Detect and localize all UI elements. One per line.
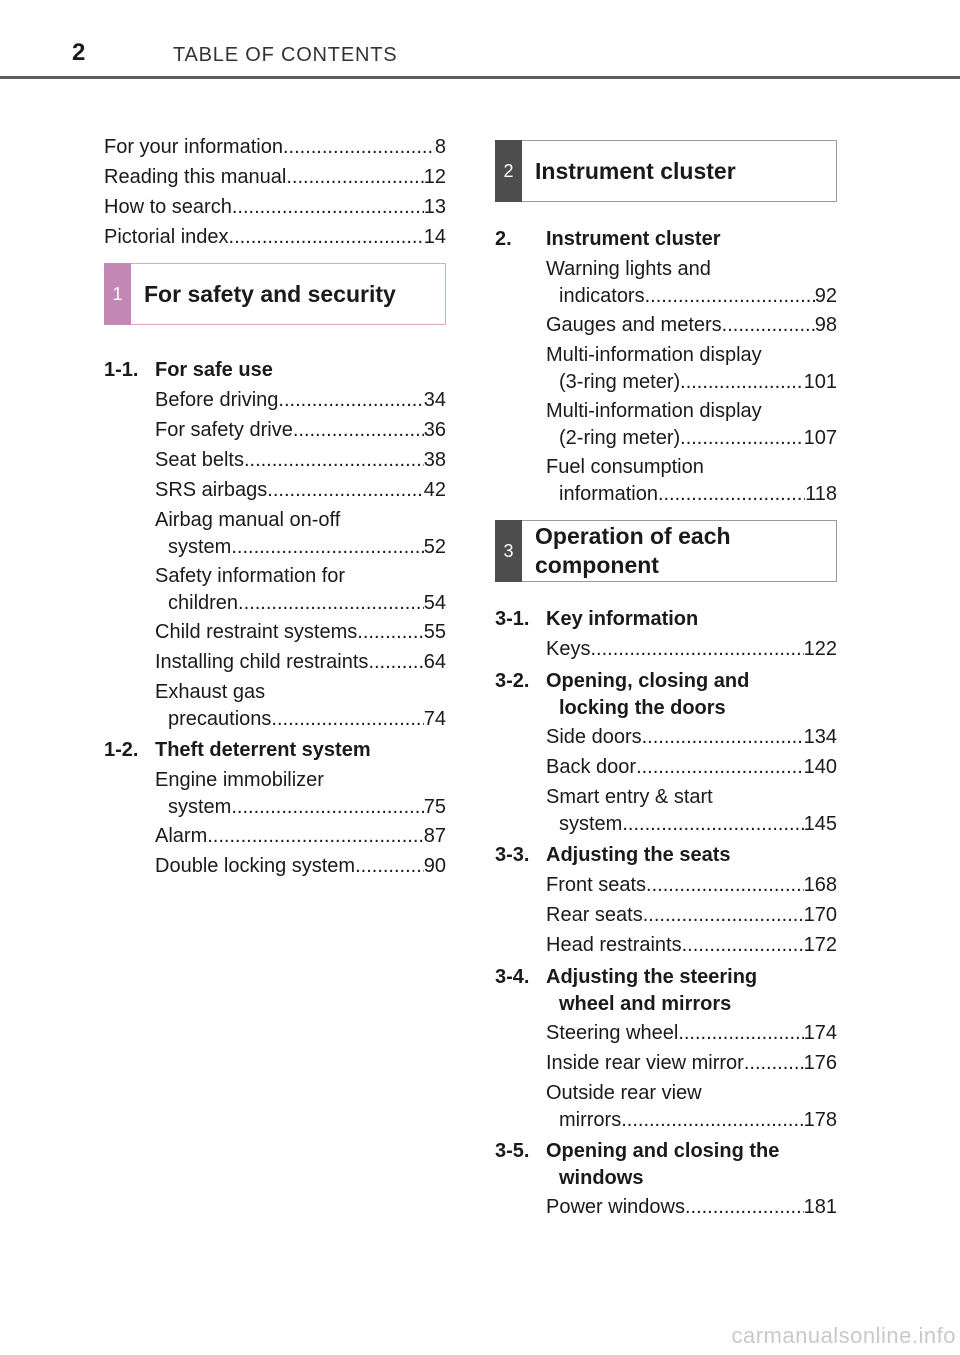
entry-page: 92 [814, 285, 837, 307]
entry-title: Installing child restraints [155, 651, 369, 673]
dot-leader [722, 310, 815, 340]
entry-title: Reading this manual [104, 166, 287, 188]
section-banner-2[interactable] [495, 140, 837, 202]
subsection-number: 1-1. [104, 359, 139, 381]
dot-leader [271, 707, 423, 731]
section-banner-3[interactable] [495, 520, 837, 582]
dot-leader [207, 821, 424, 851]
toc-entry[interactable] [546, 310, 837, 340]
entry-title: Keys [546, 638, 591, 660]
section-tab-3: 3 [495, 520, 522, 582]
dot-leader [646, 870, 804, 900]
dot-leader [232, 192, 424, 222]
section-title-1: For safety and security [144, 280, 396, 307]
entry-title: Before driving [155, 389, 279, 411]
toc-entry[interactable] [546, 254, 837, 310]
entry-page: 38 [423, 449, 446, 471]
entry-page: 176 [803, 1052, 837, 1074]
entry-page: 101 [803, 371, 837, 393]
dot-leader [244, 445, 424, 475]
entry-page: 90 [423, 855, 446, 877]
dot-leader [231, 535, 423, 559]
dot-leader [744, 1048, 804, 1078]
toc-entry-how-to-search[interactable] [104, 192, 446, 222]
entry-title-cont: precautions [168, 708, 272, 730]
entry-title: Outside rear view [546, 1082, 702, 1104]
page-header [0, 0, 960, 80]
subsection-heading-1-2[interactable] [104, 735, 446, 765]
dot-leader [355, 851, 424, 881]
toc-entry[interactable] [155, 617, 446, 647]
subsection-title: Theft deterrent system [155, 739, 371, 761]
toc-entry[interactable] [155, 821, 446, 851]
subsection-number: 3-1. [495, 608, 530, 630]
toc-entry[interactable] [155, 415, 446, 445]
entry-page: 98 [814, 314, 837, 336]
dot-leader [645, 284, 815, 308]
subsection-heading-3-5[interactable] [495, 1136, 837, 1192]
toc-entry[interactable] [155, 445, 446, 475]
subsection-list-3-1 [495, 634, 837, 664]
toc-entry-for-your-information[interactable] [104, 132, 446, 162]
entry-page: 42 [423, 479, 446, 501]
toc-entry[interactable] [546, 752, 837, 782]
entry-title: Power windows [546, 1196, 685, 1218]
dot-leader [643, 900, 804, 930]
entry-title: Rear seats [546, 904, 643, 926]
entry-title: Child restraint systems [155, 621, 358, 643]
subsection-list-1-1 [104, 385, 446, 733]
toc-entry[interactable] [546, 1018, 837, 1048]
entry-page: 75 [423, 796, 446, 818]
subsection-number: 3-4. [495, 966, 530, 988]
entry-title: Head restraints [546, 934, 682, 956]
entry-page: 181 [803, 1196, 837, 1218]
dot-leader [678, 1018, 803, 1048]
entry-page: 168 [803, 874, 837, 896]
dot-leader [229, 222, 424, 252]
toc-entry[interactable] [546, 1048, 837, 1078]
dot-leader [621, 1108, 803, 1132]
dot-leader [622, 812, 803, 836]
section-title-2: Instrument cluster [535, 157, 736, 184]
watermark [0, 1315, 960, 1355]
entry-title: Airbag manual on-off [155, 509, 341, 531]
entry-page: 178 [803, 1109, 837, 1131]
dot-leader [682, 930, 804, 960]
entry-page: 134 [803, 726, 837, 748]
entry-title: Multi-information display [546, 344, 762, 366]
entry-page: 34 [423, 389, 446, 411]
toc-entry[interactable] [546, 396, 837, 452]
entry-title-cont: (3-ring meter) [559, 371, 681, 393]
dot-leader [636, 752, 804, 782]
entry-page: 170 [803, 904, 837, 926]
subsection-title: Adjusting the seats [546, 844, 731, 866]
entry-page: 145 [803, 813, 837, 835]
dot-leader [286, 162, 423, 192]
header-title: TABLE OF CONTENTS [173, 44, 398, 66]
entry-title: Safety information for [155, 565, 346, 587]
entry-title-cont: information [559, 483, 658, 505]
dot-leader [680, 370, 803, 394]
subsection-heading-3-1[interactable] [495, 604, 837, 634]
toc-entry[interactable] [546, 900, 837, 930]
subsection-title-cont: locking the doors [559, 697, 726, 719]
entry-title-cont: indicators [559, 285, 645, 307]
subsection-heading-1-1[interactable] [104, 355, 446, 385]
toc-entry[interactable] [155, 385, 446, 415]
subsection-title: Adjusting the steering [546, 966, 758, 988]
toc-entry[interactable] [546, 634, 837, 664]
entry-page: 52 [423, 536, 446, 558]
entry-title: Front seats [546, 874, 647, 896]
watermark-text: carmanualsonline.info [731, 1323, 956, 1348]
toc-entry[interactable] [155, 475, 446, 505]
toc-entry-pictorial-index[interactable] [104, 222, 446, 252]
entry-page: 36 [423, 419, 446, 441]
toc-entry[interactable] [546, 870, 837, 900]
entry-page: 8 [434, 136, 446, 158]
entry-title: For safety drive [155, 419, 293, 441]
entry-title-cont: children [168, 592, 239, 614]
entry-page: 174 [803, 1022, 837, 1044]
entry-title: Inside rear view mirror [546, 1052, 744, 1074]
entry-title-cont: system [559, 813, 623, 835]
subsection-title: Opening and closing the [546, 1140, 780, 1162]
dot-leader [293, 415, 424, 445]
subsection-number: 2. [495, 228, 512, 250]
entry-page: 14 [423, 226, 446, 248]
section-tab-2: 2 [495, 140, 522, 202]
toc-entry[interactable] [546, 340, 837, 396]
toc-entry[interactable] [546, 782, 837, 838]
entry-page: 54 [423, 592, 446, 614]
dot-leader [231, 795, 423, 819]
entry-title: How to search [104, 196, 232, 218]
entry-title: Back door [546, 756, 637, 778]
dot-leader [658, 482, 805, 506]
toc-entry-reading-this-manual[interactable] [104, 162, 446, 192]
dot-leader [357, 617, 423, 647]
entry-title: Steering wheel [546, 1022, 679, 1044]
toc-entry[interactable] [155, 677, 446, 733]
subsection-number: 3-5. [495, 1140, 530, 1162]
subsection-list-3-3 [495, 870, 837, 960]
dot-leader [238, 591, 424, 615]
entry-title: Side doors [546, 726, 642, 748]
subsection-list-3-4 [495, 1018, 837, 1134]
dot-leader [685, 1192, 804, 1222]
entry-title: For your information [104, 136, 283, 158]
subsection-title: Key information [546, 608, 699, 630]
entry-title: Warning lights and [546, 258, 711, 280]
right-column [495, 140, 837, 1222]
dot-leader [590, 634, 803, 664]
entry-title-cont: system [168, 796, 232, 818]
header-rule [0, 76, 960, 79]
subsection-number: 3-3. [495, 844, 530, 866]
entry-page: 13 [423, 196, 446, 218]
section-title-3 [535, 522, 731, 580]
entry-title: Engine immobilizer [155, 769, 324, 791]
entry-title: Exhaust gas [155, 681, 266, 703]
entry-title-cont: (2-ring meter) [559, 427, 681, 449]
subsection-title: For safe use [155, 359, 273, 381]
subsection-heading-3-3[interactable] [495, 840, 837, 870]
toc-entry[interactable] [546, 722, 837, 752]
entry-title: Smart entry & start [546, 786, 713, 808]
entry-title: SRS airbags [155, 479, 268, 501]
entry-page: 140 [803, 756, 837, 778]
section-title-3-line1: Operation of each [535, 523, 731, 549]
subsection-title-cont: wheel and mirrors [559, 993, 732, 1015]
entry-title: Fuel consumption [546, 456, 704, 478]
subsection-title: Opening, closing and [546, 670, 750, 692]
section-banner-1[interactable] [104, 263, 446, 325]
entry-title-cont: system [168, 536, 232, 558]
entry-title: Gauges and meters [546, 314, 722, 336]
left-column [104, 132, 446, 881]
entry-title: Alarm [155, 825, 208, 847]
toc-entry[interactable] [155, 765, 446, 821]
subsection-number: 3-2. [495, 670, 530, 692]
subsection-title: Instrument cluster [546, 228, 721, 250]
subsection-list-3-2 [495, 722, 837, 838]
section-tab-1: 1 [104, 263, 131, 325]
entry-title: Pictorial index [104, 226, 229, 248]
entry-title-cont: mirrors [559, 1109, 622, 1131]
subsection-list-1-2 [104, 765, 446, 881]
page-number: 2 [72, 39, 86, 66]
entry-page: 74 [423, 708, 446, 730]
entry-page: 64 [423, 651, 446, 673]
entry-title: Seat belts [155, 449, 244, 471]
dot-leader [642, 722, 804, 752]
entry-page: 55 [423, 621, 446, 643]
entry-page: 122 [803, 638, 837, 660]
intro-list [104, 132, 446, 252]
entry-page: 87 [423, 825, 446, 847]
subsection-list-2 [495, 254, 837, 508]
entry-title: Double locking system [155, 855, 356, 877]
entry-page: 172 [803, 934, 837, 956]
dot-leader [278, 385, 423, 415]
subsection-heading-2[interactable] [495, 224, 837, 254]
section-title-3-line2: component [535, 552, 659, 578]
dot-leader [680, 426, 803, 450]
toc-entry[interactable] [546, 1192, 837, 1222]
dot-leader [283, 132, 435, 162]
entry-page: 12 [423, 166, 446, 188]
subsection-title-cont: windows [559, 1167, 644, 1189]
toc-entry[interactable] [155, 851, 446, 881]
dot-leader [267, 475, 423, 505]
toc-entry[interactable] [546, 1078, 837, 1134]
entry-title: Multi-information display [546, 400, 762, 422]
subsection-number: 1-2. [104, 739, 139, 761]
toc-entry[interactable] [155, 561, 446, 617]
dot-leader [368, 647, 423, 677]
toc-entry[interactable] [155, 505, 446, 561]
entry-page: 118 [805, 483, 837, 505]
entry-page: 107 [803, 427, 837, 449]
toc-entry[interactable] [546, 452, 837, 508]
subsection-heading-3-4[interactable] [495, 962, 837, 1018]
toc-entry[interactable] [546, 930, 837, 960]
subsection-list-3-5 [495, 1192, 837, 1222]
toc-entry[interactable] [155, 647, 446, 677]
subsection-heading-3-2[interactable] [495, 666, 837, 722]
